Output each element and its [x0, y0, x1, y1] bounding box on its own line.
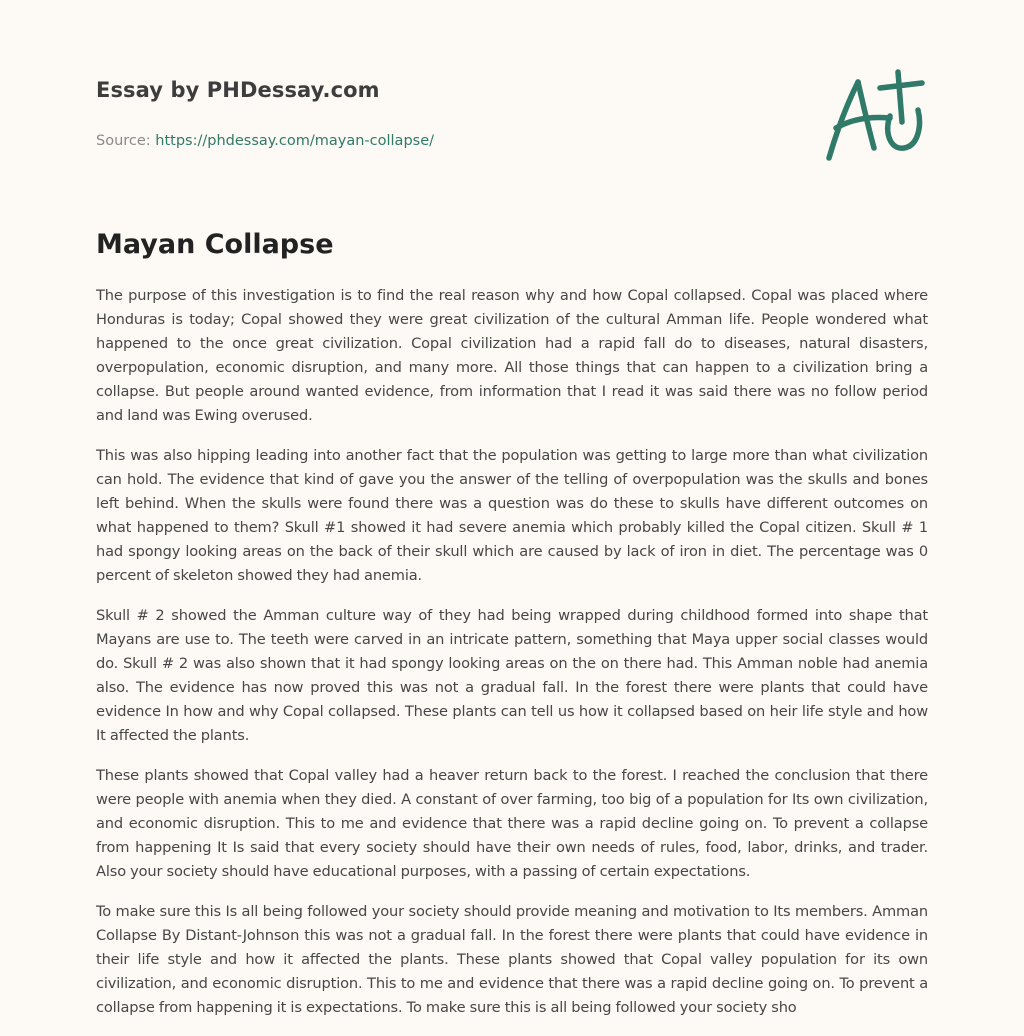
site-brand: Essay by PHDessay.com — [96, 78, 380, 102]
essay-paragraph: This was also hipping leading into another fact that the population was getting to large more than what civilization can hold. The evidence that kind of gave you the answer of the telling of overpopulation was the skulls and bones left behind. When the skulls were found there was a question was do these to skulls have different outcomes on what happened to them? Skull #1 showed it had severe anemia which probably killed the Copal citizen. Skull # 1 had spongy looking areas on the back of their skull which are caused by lack of iron in diet. The percentage was 0 percent of skeleton showed they had anemia. — [96, 447, 928, 584]
essay-header — [96, 76, 736, 151]
essay-title: Mayan Collapse — [96, 229, 334, 260]
source-label: Source: — [96, 133, 156, 149]
source-line — [96, 131, 736, 151]
a-plus-grade-icon — [818, 64, 930, 168]
essay-body — [96, 284, 928, 1036]
essay-paragraph: Skull # 2 showed the Amman culture way of they had being wrapped during childhood formed into shape that Mayans are use to. The teeth were carved in an intricate pattern, something that Maya upper social classes would do. Skull # 2 was also shown that it had spongy looking areas on the on there had. This Amman noble had anemia also. The evidence has now proved this was not a gradual fall. In the forest there were plants that could have evidence In how and why Copal collapsed. These plants can tell us how it collapsed based on heir life style and how It affected the plants. — [96, 607, 928, 744]
source-link[interactable]: https://phdessay.com/mayan-collapse/ — [155, 133, 435, 149]
essay-paragraph: The purpose of this investigation is to find the real reason why and how Copal collapsed. Copal was placed where Honduras is today; Copal showed they were great civilization of the cultural Amman life. People wondered what happened to the once great civilization. Copal civilization had a rapid fall do to diseases, natural disasters, overpopulation, economic disruption, and many more. All those things that can happen to a civilization bring a collapse. But people around wanted evidence, from information that I read it was said there was no follow period and land was Ewing overused. — [96, 287, 928, 424]
essay-paragraph: To make sure this Is all being followed your society should provide meaning and motivation to Its members. Amman Collapse By Distant-Johnson this was not a gradual fall. In the forest there were plants that could have evidence in their life style and how it affected the plants. These plants showed that Copal valley population for its own civilization, and economic disruption. This to me and evidence that there was a rapid decline going on. To prevent a collapse from happening it is expectations. To make sure this is all being followed your society sho — [96, 903, 928, 1016]
essay-paragraph: These plants showed that Copal valley had a heaver return back to the forest. I reached the conclusion that there were people with anemia when they died. A constant of over farming, too big of a population for Its own civilization, and economic disruption. This to me and evidence that there was a rapid decline going on. To prevent a collapse from happening It Is said that every society should have their own needs of rules, food, labor, drinks, and trader. Also your society should have educational purposes, with a passing of certain expectations. — [96, 767, 928, 880]
